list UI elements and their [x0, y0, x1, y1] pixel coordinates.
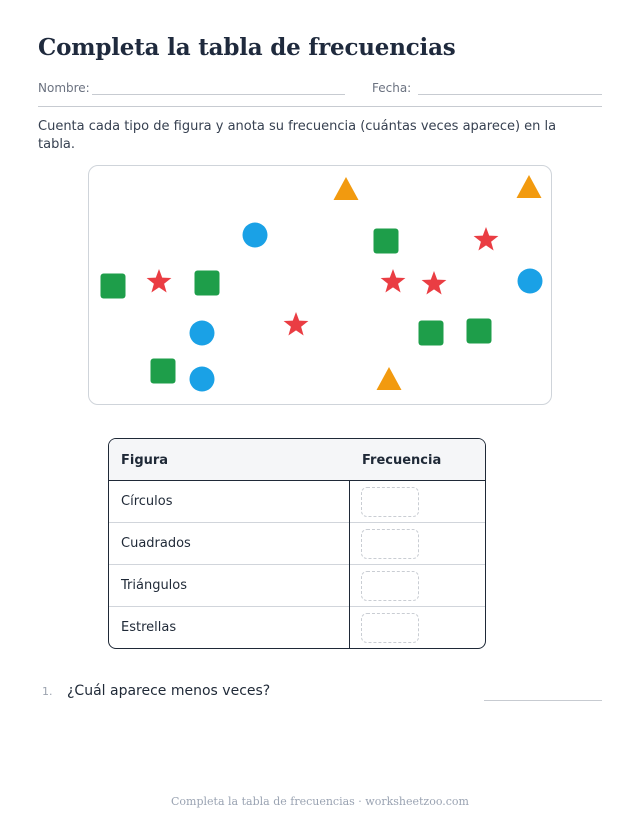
answer-box-triangles[interactable] [361, 571, 419, 601]
page-title: Completa la tabla de frecuencias [38, 34, 456, 61]
date-field[interactable] [418, 94, 602, 95]
answer-box-circles[interactable] [361, 487, 419, 517]
table-row [109, 481, 485, 523]
table-header [109, 439, 485, 481]
star-shape [284, 312, 309, 336]
answer-line[interactable] [484, 700, 602, 701]
row-label-stars: Estrellas [121, 620, 177, 635]
triangle-shape [377, 367, 402, 390]
square-shape [195, 271, 220, 296]
row-label-circles: Círculos [121, 494, 173, 509]
triangle-shape [517, 175, 542, 198]
square-shape [419, 321, 444, 346]
name-label: Nombre: [38, 81, 90, 95]
shapes-panel [88, 165, 552, 405]
question-number: 1. [42, 685, 53, 698]
shapes-canvas [89, 166, 553, 406]
header-frequency: Frecuencia [362, 453, 442, 468]
question-text: ¿Cuál aparece menos veces? [67, 683, 271, 699]
square-shape [374, 229, 399, 254]
row-label-squares: Cuadrados [121, 536, 191, 551]
star-shape [381, 269, 406, 293]
star-shape [474, 227, 499, 251]
date-label: Fecha: [372, 81, 412, 95]
circle-shape [190, 321, 215, 346]
circle-shape [518, 269, 543, 294]
answer-box-squares[interactable] [361, 529, 419, 559]
triangle-shape [334, 177, 359, 200]
circle-shape [190, 367, 215, 392]
answer-box-stars[interactable] [361, 613, 419, 643]
name-field[interactable] [92, 94, 345, 95]
circle-shape [243, 223, 268, 248]
footer: Completa la tabla de frecuencias · worksheetzoo.com [171, 795, 469, 808]
star-shape [422, 271, 447, 295]
square-shape [467, 319, 492, 344]
square-shape [151, 359, 176, 384]
table-row [109, 565, 485, 607]
table-row [109, 607, 485, 649]
row-label-triangles: Triángulos [121, 578, 188, 593]
frequency-table [108, 438, 486, 649]
instructions: Cuenta cada tipo de figura y anota su frecuencia (cuántas veces aparece) en la tabla. [38, 119, 557, 152]
header-figure: Figura [121, 453, 169, 468]
star-shape [147, 269, 172, 293]
square-shape [101, 274, 126, 299]
column-divider [349, 481, 350, 649]
table-row [109, 523, 485, 565]
header-divider [38, 106, 602, 107]
